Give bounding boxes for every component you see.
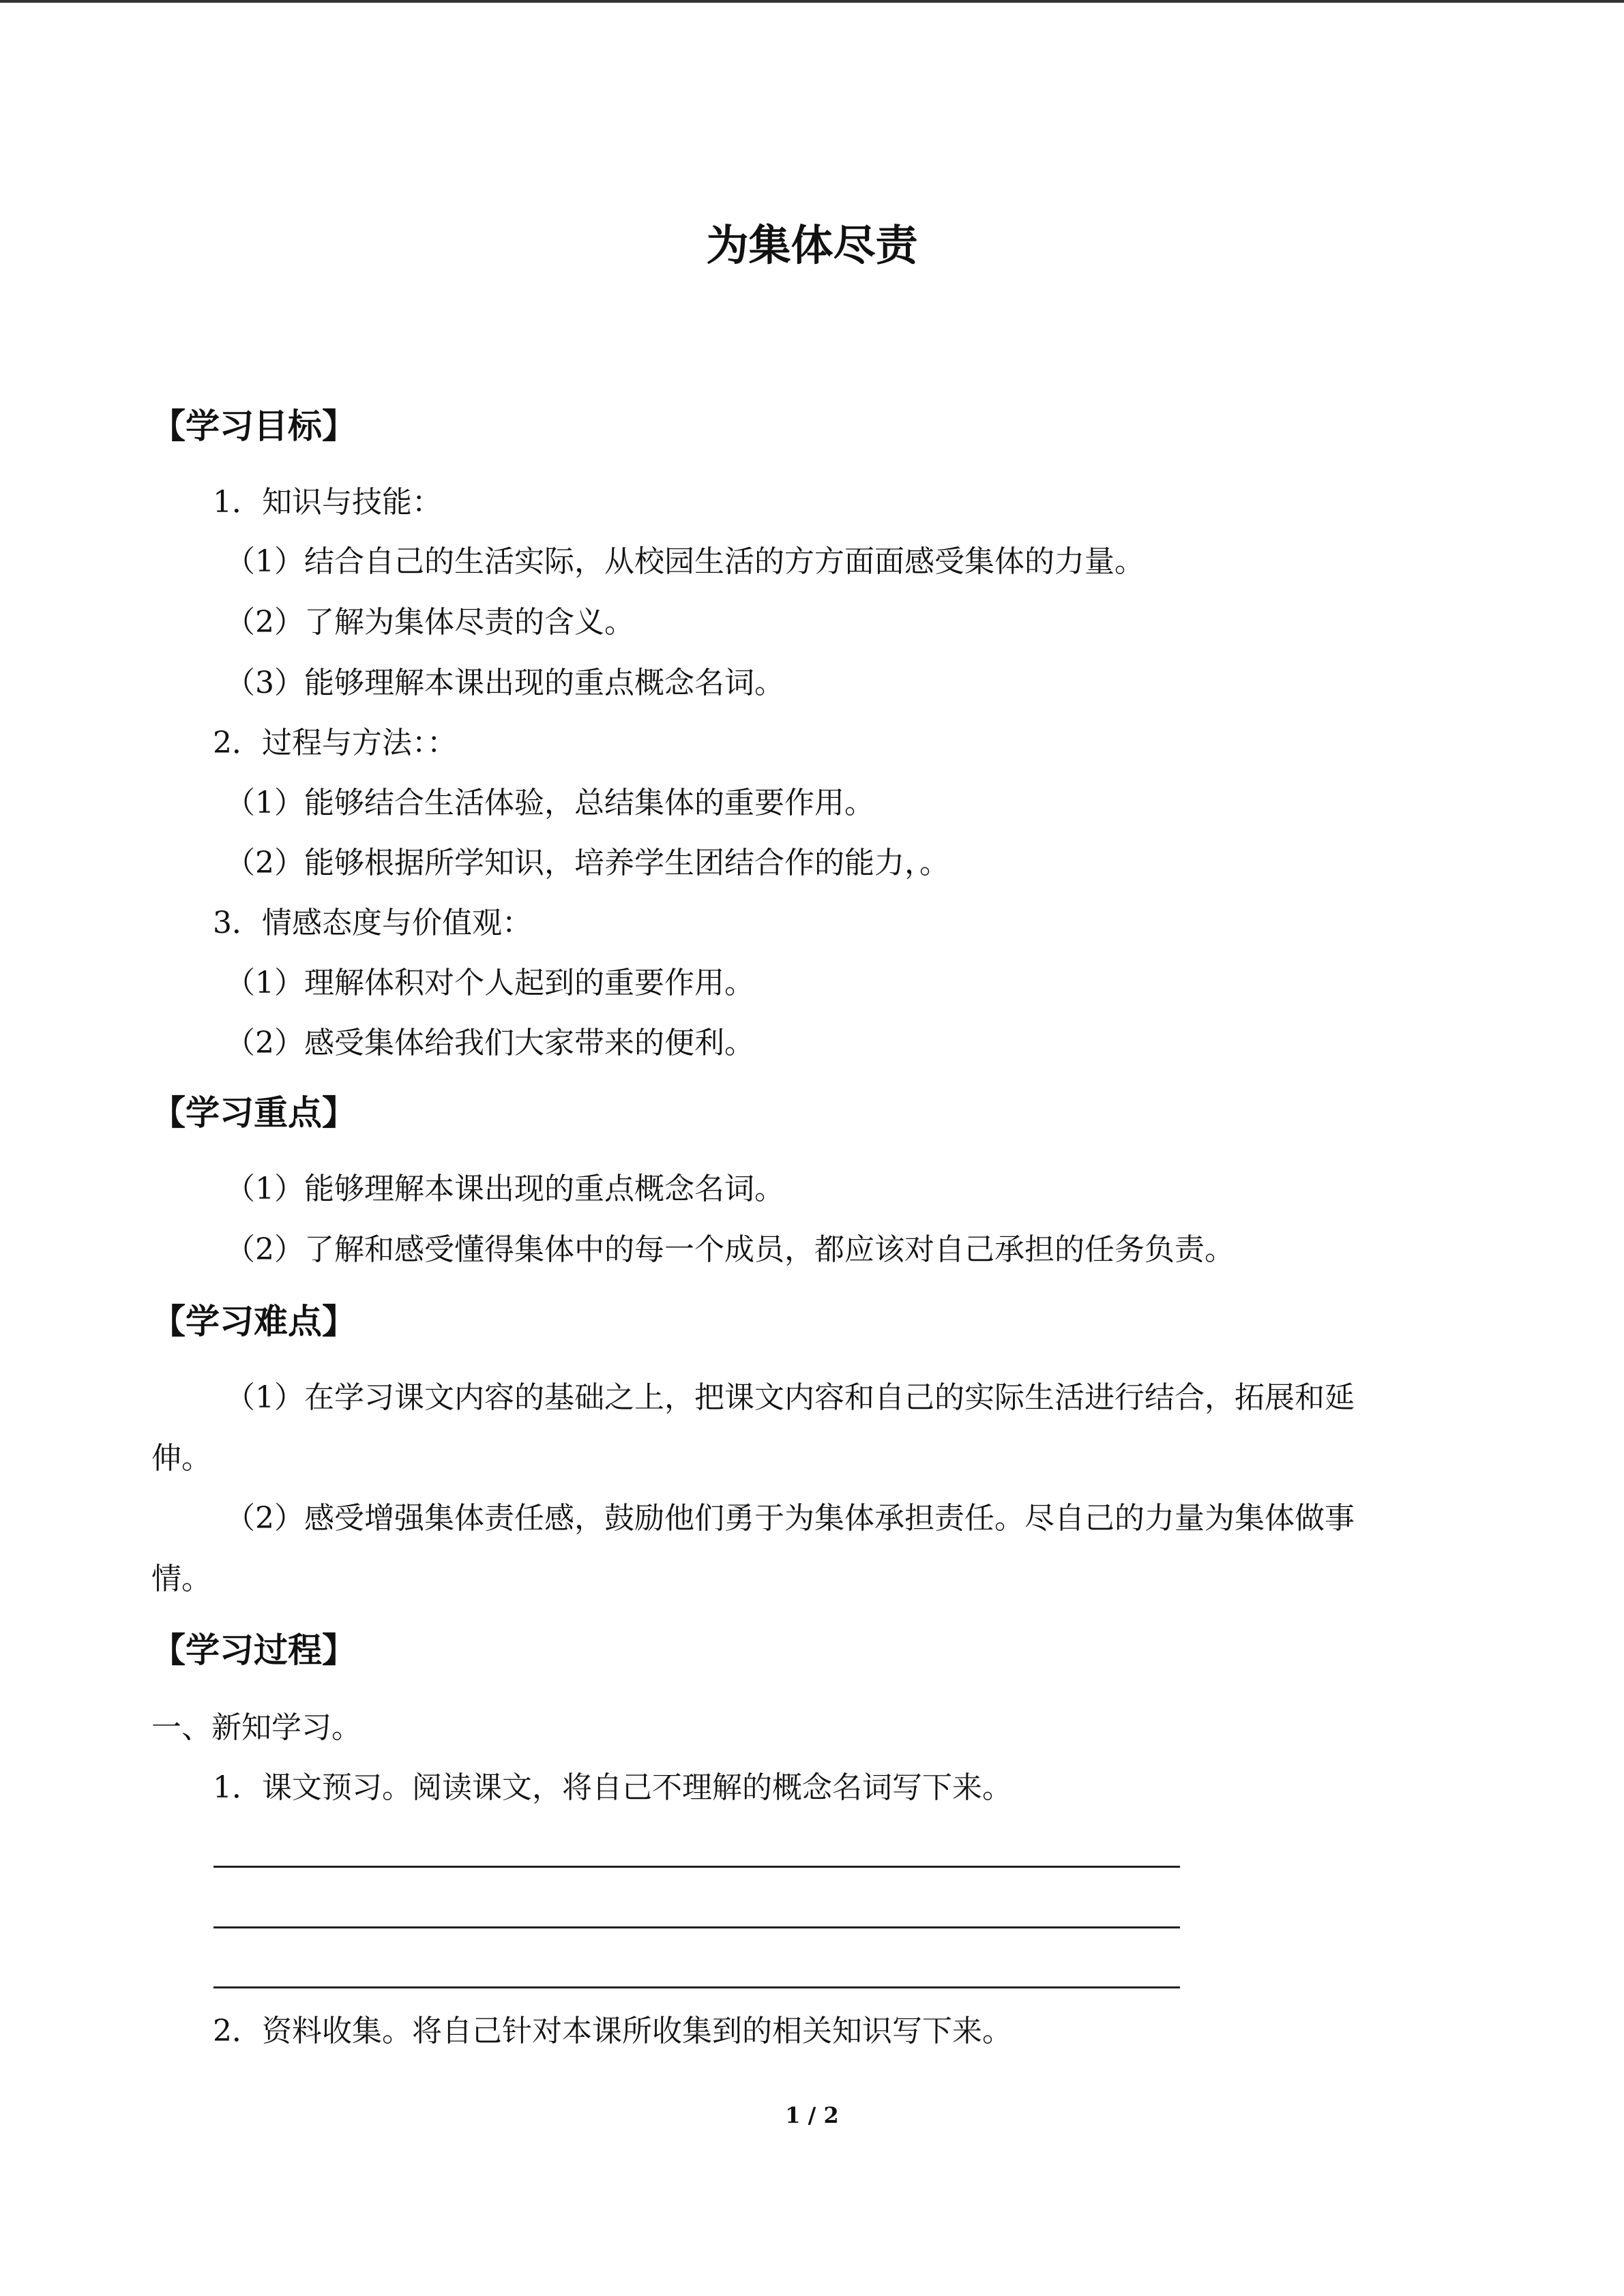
objective-line: 2．过程与方法：： <box>213 726 457 760</box>
difficulty-line: 情。 <box>151 1562 211 1596</box>
process-line: 2．资料收集。将自己针对本课所收集到的相关知识写下来。 <box>213 2014 1012 2048</box>
section-heading-difficulties: 【学习难点】 <box>151 1302 356 1341</box>
key-point-line: （1）能够理解本课出现的重点概念名词。 <box>225 1172 784 1206</box>
objective-line: （3）能够理解本课出现的重点概念名词。 <box>225 666 784 700</box>
objective-line: 3．情感态度与价值观： <box>213 906 532 940</box>
objective-line: （2）了解为集体尽责的含义。 <box>225 605 634 640</box>
objective-line: （2）能够根据所学知识，培养学生团结合作的能力，。 <box>225 846 949 880</box>
section-heading-process: 【学习过程】 <box>151 1630 356 1670</box>
objective-line: （1）理解体积对个人起到的重要作用。 <box>225 966 754 1000</box>
process-line: 一、新知学习。 <box>151 1710 361 1745</box>
answer-blank-line[interactable] <box>213 1866 1180 1868</box>
section-heading-objectives: 【学习目标】 <box>151 406 356 446</box>
objective-line: （1）结合自己的生活实际，从校园生活的方方面面感受集体的力量。 <box>225 544 1145 579</box>
key-point-line: （2）了解和感受懂得集体中的每一个成员，都应该对自己承担的任务负责。 <box>225 1232 1235 1267</box>
objective-line: 1．知识与技能： <box>213 485 442 520</box>
difficulty-line: 伸。 <box>151 1441 211 1476</box>
difficulty-line: （2）感受增强集体责任感，鼓励他们勇于为集体承担责任。尽自己的力量为集体做事 <box>225 1501 1355 1536</box>
document-title: 为集体尽责 <box>706 220 918 270</box>
objective-line: （1）能够结合生活体验，总结集体的重要作用。 <box>225 786 874 820</box>
page-number: 1 / 2 <box>785 2102 839 2128</box>
objective-line: （2）感受集体给我们大家带来的便利。 <box>225 1026 754 1060</box>
section-heading-key-points: 【学习重点】 <box>151 1093 356 1133</box>
process-line: 1．课文预习。阅读课文，将自己不理解的概念名词写下来。 <box>213 1770 1012 1805</box>
difficulty-line: （1）在学习课文内容的基础之上，把课文内容和自己的实际生活进行结合，拓展和延 <box>225 1380 1355 1415</box>
answer-blank-line[interactable] <box>213 1986 1180 1988</box>
answer-blank-line[interactable] <box>213 1926 1180 1928</box>
